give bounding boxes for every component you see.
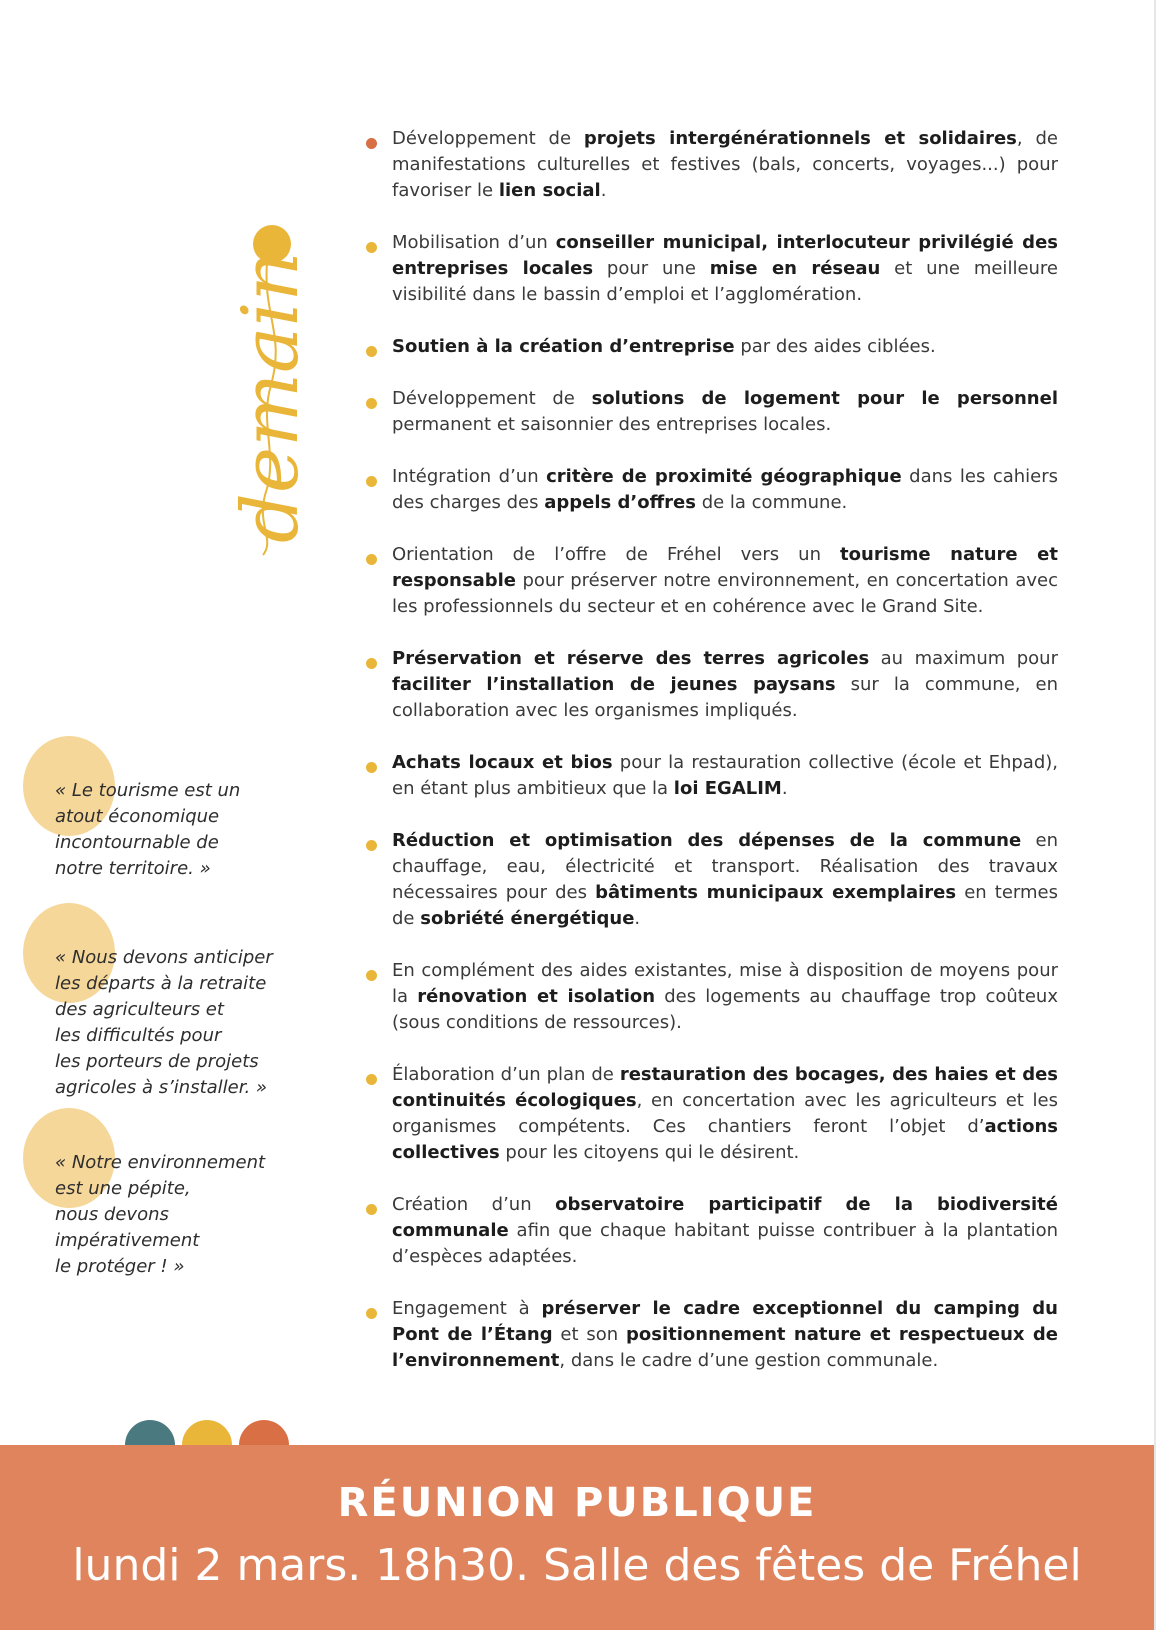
item-text: .: [634, 908, 641, 929]
item-emphasis: observatoire participatif de la biodiversité communale: [392, 1194, 1058, 1241]
list-item: [366, 1192, 1058, 1270]
item-text: afin que chaque habitant puisse contribuer à la plantation d’espèces adaptées.: [392, 1220, 1058, 1267]
item-emphasis: critère de proximité géographique: [546, 466, 902, 487]
item-emphasis: rénovation et isolation: [417, 986, 656, 1007]
list-item: [366, 958, 1058, 1036]
list-item: [366, 1062, 1058, 1166]
list-item: [366, 464, 1058, 516]
item-emphasis: conseiller municipal, interlocuteur privilégié des entreprises locales: [392, 232, 1058, 279]
bullet-dot-icon: [366, 242, 377, 253]
item-text: pour préserver notre environnement, en concertation avec les professionnels du secteur et en cohérence avec le Grand Site.: [392, 570, 1058, 617]
item-text: Orientation de l’offre de Fréhel vers un: [392, 544, 841, 565]
item-text: Développement de: [392, 128, 584, 149]
item-text: permanent et saisonnier des entreprises locales.: [392, 414, 832, 435]
item-text: , en concertation avec les agriculteurs et les organismes compétents. Ces chantiers feront l’objet d’: [392, 1090, 1058, 1137]
item-emphasis: Réduction et optimisation des dépenses de la commune: [392, 830, 1022, 851]
bullet-dot-icon: [366, 554, 377, 565]
bullet-dot-icon: [366, 658, 377, 669]
item-text: par des aides ciblées.: [734, 336, 936, 357]
item-text: Élaboration d’un plan de: [392, 1064, 620, 1085]
demain-decoration: [205, 225, 325, 565]
item-text: .: [781, 778, 788, 799]
item-text: pour la restauration collective (école et Ehpad), en étant plus ambitieux que la: [392, 752, 1058, 799]
item-text: en termes de: [392, 882, 1058, 929]
quote-block: [55, 1150, 265, 1280]
list-item: [366, 334, 1058, 360]
item-text: Création d’un: [392, 1194, 556, 1215]
item-emphasis: mise en réseau: [709, 258, 881, 279]
banner-title: RÉUNION PUBLIQUE: [337, 1480, 817, 1526]
item-emphasis: préserver le cadre exceptionnel du camping du Pont de l’Étang: [392, 1298, 1058, 1345]
item-emphasis: projets intergénérationnels et solidaires: [583, 128, 1017, 149]
quote-text: « Nous devons anticiper les départs à la retraite des agriculteurs et les difficultés pour les porteurs de projets agricoles à s’installer. »: [55, 947, 273, 1098]
item-text: dans les cahiers des charges des: [392, 466, 1059, 513]
item-emphasis: sobriété énergétique: [420, 908, 635, 929]
bullet-dot-icon: [366, 346, 377, 357]
item-text: de la commune.: [695, 492, 848, 513]
item-emphasis: Achats locaux et bios: [392, 752, 613, 773]
bullet-dot-icon: [366, 1074, 377, 1085]
item-emphasis: bâtiments municipaux exemplaires: [595, 882, 957, 903]
bullet-dot-icon: [366, 398, 377, 409]
list-item: [366, 646, 1058, 724]
item-emphasis: lien social: [498, 180, 601, 201]
item-text: pour une: [593, 258, 710, 279]
item-emphasis: Soutien à la création d’entreprise: [392, 336, 735, 357]
item-emphasis: restauration des bocages, des haies et des continuités écologiques: [392, 1064, 1058, 1111]
item-text: des logements au chauffage trop coûteux (sous conditions de ressources).: [392, 986, 1058, 1033]
list-item: [366, 230, 1058, 308]
item-text: et une meilleure visibilité dans le bassin d’emploi et l’agglomération.: [392, 258, 1059, 305]
item-text: et son: [552, 1324, 627, 1345]
commitment-list: [366, 126, 1058, 1400]
item-emphasis: tourisme nature et responsable: [392, 544, 1058, 591]
list-item: [366, 1296, 1058, 1374]
bullet-dot-icon: [366, 1204, 377, 1215]
item-text: Engagement à: [392, 1298, 542, 1319]
quote-block: [55, 945, 273, 1101]
item-text: En complément des aides existantes, mise à disposition de moyens pour la: [392, 960, 1058, 1007]
demain-word: demain: [226, 251, 316, 543]
bullet-dot-icon: [366, 476, 377, 487]
quote-text: « Notre environnement est une pépite, nous devons impérativement le protéger ! »: [55, 1152, 266, 1277]
bullet-dot-icon: [366, 970, 377, 981]
item-text: , de manifestations culturelles et festives (bals, concerts, voyages...) pour favoriser le: [392, 128, 1058, 201]
item-emphasis: faciliter l’installation de jeunes paysans: [392, 674, 836, 695]
list-item: [366, 750, 1058, 802]
bullet-dot-icon: [366, 840, 377, 851]
item-emphasis: loi EGALIM: [673, 778, 782, 799]
item-emphasis: solutions de logement pour le personnel: [591, 388, 1058, 409]
list-item: [366, 126, 1058, 204]
meeting-banner: [0, 1445, 1154, 1630]
quote-text: « Le tourisme est un atout économique incontournable de notre territoire. »: [55, 780, 241, 879]
item-text: sur la commune, en collaboration avec les organismes impliqués.: [392, 674, 1058, 721]
item-text: Développement de: [392, 388, 592, 409]
item-text: , dans le cadre d’une gestion communale.: [559, 1350, 939, 1371]
item-text: .: [600, 180, 607, 201]
item-text: Intégration d’un: [392, 466, 547, 487]
item-emphasis: Préservation et réserve des terres agricoles: [392, 648, 870, 669]
banner-details: lundi 2 mars. 18h30. Salle des fêtes de Fréhel: [72, 1540, 1082, 1591]
item-text: en chauffage, eau, électricité et transport. Réalisation des travaux nécessaires pour des: [392, 830, 1058, 903]
item-emphasis: appels d’offres: [544, 492, 696, 513]
bullet-dot-icon: [366, 762, 377, 773]
item-text: Mobilisation d’un: [392, 232, 556, 253]
list-item: [366, 828, 1058, 932]
item-text: pour les citoyens qui le désirent.: [499, 1142, 800, 1163]
bullet-dot-icon: [366, 138, 377, 149]
list-item: [366, 542, 1058, 620]
list-item: [366, 386, 1058, 438]
quote-block: [55, 778, 240, 882]
bullet-dot-icon: [366, 1308, 377, 1319]
item-text: au maximum pour: [869, 648, 1058, 669]
item-emphasis: actions collectives: [392, 1116, 1058, 1163]
item-emphasis: positionnement nature et respectueux de l’environnement: [392, 1324, 1058, 1371]
